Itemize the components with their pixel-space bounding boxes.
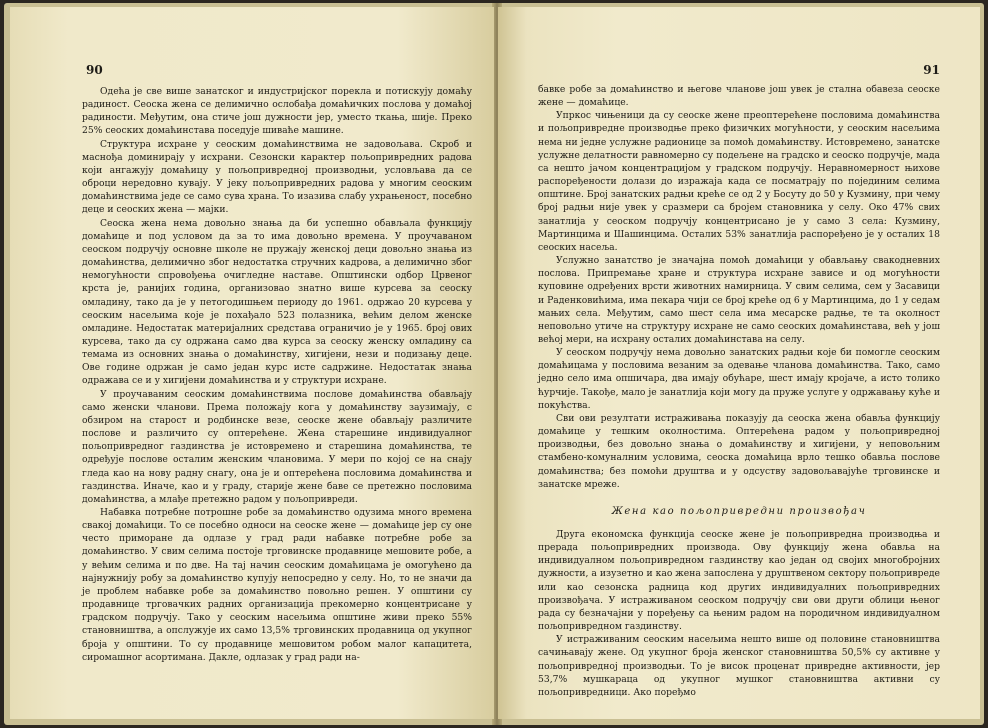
paragraph: бавке робе за домаћинство и његове чланове још увек је стална обавеза сеоске жене — домаћице.: [538, 84, 940, 109]
paragraph: Одећа је све више занатског и индустријског порекла и потискују домаћу радиност. Сеоска жена се делимично ослобађа домаћичких послова у домаћој радиности. Међутим, она стиче још дужности јер, уместо ткања, шије. Преко 25% сеоских домаћинстава поседује шиваће машине.: [82, 86, 472, 137]
paragraph: Друга економска функција сеоске жене је пољопривредна производња и прерада пољопривредних производа. Ову функцију жена обавља на индивидуалном пољопривредном газдинству као један од својих многобројних дужности, а изузетно и као жена запослена у друштвеном сектору пољопривреде или као сезонска радница код других индивидуалних пољопривредних произвођача. У истраживаном сеоском подручју сви ови други облици њеног рада су безначајни у поређењу са њеним радом на породичном индивидуалном пољопривредном газдинству.: [538, 529, 940, 633]
paragraph: Упркос чињеници да су сеоске жене преоптерећене пословима домаћинства и пољопривредне производње преко физичких могућности, у сеоским насељима нема ни једне услужне радионице за помоћ домаћинству. Истовремено, занатске услужне делатности равномерно су подељене на градско и сеоско подручје, мада са нешто јачом концентрацијом у градском подручју. Неравномерност њихове распоређености долази до изражаја када се посматрају по појединим селима општине. Број занатских радњи креће се од 2 у Босуту до 50 у Кузмину, при чему број радњи није увек у сразмери са бројем становника у селу. Око 47% свих занатлија у сеоском подручју концентрисано је у само 3 села: Кузмину, Мартинцима и Шашинцима. Осталих 53% занатлија распоређено је у осталих 18 сеоских насеља.: [538, 110, 940, 253]
paragraph: У истраживаним сеоским насељима нешто више од половине становништва сачињавају жене. Од укупног броја женског становништва 50,5% су активне у пољопривредној производњи. То је висок проценат привредне активности, јер 53,7% мушкараца од укупног мушког становништва активни су пољопривредници. Ако поређмо: [538, 634, 940, 698]
left-page: [10, 7, 494, 719]
paragraph: Сеоска жена нема довољно знања да би успешно обављала функцију домаћице и под условом да за то има довољно времена. У проучаваном сеоском подручју основне школе не пружају женској деци довољно знања из домаћинства, делимично због недостатка стручних кадрова, а делимично због немогућности спровођења очигледне наставе. Општински одбор Црвеног крста је, ранијих година, организовао знатно више курсева за сеоску омладину, тако да је у петогодишњем периоду до 1961. одржао 20 курсева у сеоским насељима које је похађало 523 полазника, већим делом женске омладине. Недостатак материјалних средстава ограничио је у 1965. број ових курсева, тако да су одржана само два курса за сеоску женску омладину са темама из основних знања о домаћинству, хигијени, нези и подизању деце. Ове године одржан је само један курс исте садржине. Недостатак знања одражава се и у хигијени домаћинства и у структури исхране.: [82, 217, 472, 387]
page-number-left: 90: [86, 63, 103, 77]
right-page: [498, 7, 980, 719]
paragraph: Структура исхране у сеоским домаћинствима не задовољава. Скроб и маснођа доминирају у исхрани. Сезонски карактер пољопривредних радова који ангажују домаћицу у пољопривредној производњи, условљава да се оброци нередовно кувају. У јеку пољопривредних радова у многим сеоским домаћинствима једе се само сува храна. То изазива слабу ухрањеност, посебно деце и сеоских жена — мајки.: [82, 138, 472, 216]
paragraph: У проучаваним сеоским домаћинствима послове домаћинства обављају само женски чланови. Према положају кога у домаћинству заузимају, с обзиром на старост и родбинске везе, сеоске жене обављају различите послове и различито су оптерећене. Жена старешине индивидуалног пољопривредног газдинства је истовремено и старешина домаћинства, те одређује послове осталим женским члановима. У мери по којој се на снају гледа као на нову радну снагу, она је и оптерећена пословима домаћинства и газдинства. Иначе, као и у граду, старије жене баве се претежно пословима домаћинства, а млађе претежно радом у пољопривреди.: [82, 388, 472, 505]
right-page-text: [538, 83, 940, 699]
page-number-right: 91: [923, 63, 940, 77]
open-book-spread: [4, 3, 984, 725]
paragraph: Услужно занатство је значајна помоћ домаћици у обављању свакодневних послова. Припремање хране и структура исхране зависе и од могућности куповине одређених врсти животних намирница. У свим селима, сем у Засавици и Раденковићима, има пекара чији се број креће од 6 у Мартинцима, до 1 у седам мањих села. Међутим, само шест села има месарске радње, те та околност неповољно утиче на структуру исхране не само сеоских домаћинстава, већ у још већој мери, на исхрану осталих домаћинстава на селу.: [538, 255, 940, 345]
paragraph: Сви ови резултати истраживања показују да сеоска жена обавља функцију домаћице у тешким околностима. Оптерећена радом у пољопривредној производњи, без довољно знања о домаћинству и хигијени, у неповољним стамбено-комуналним условима, сеоска домаћица врло тешко обавља послове домаћинства; без помоћи друштва и у одсуству задовољавајуће трговинске и занатске мреже.: [538, 412, 940, 490]
paragraph: Набавка потребне потрошне робе за домаћинство одузима много времена свакој домаћици. То се посебно односи на сеоске жене — домаћице јер су оне често приморане да одлазе у град ради набавке потребне робе за домаћинство. У свим селима постоје трговинске продавнице мешовите робе, а у већим селима и по две. На тај начин сеоским домаћицама је омогућено да најнужнију робу за домаћинство купују непосредно у селу. Но, то не значи да је проблем набавке робе за домаћинство повољно решен. У општини су продавнице трговачких радних организација прекомерно концентрисане у градском подручју. Тако у сеоским насељима општине живи преко 55% становништва, а опслужује их само 13,5% трговинских продавница од укупног броја у општини. То су продавнице мешовитом робом малог капацитета, сиромашног асортимана. Дакле, одлазак у град ради на-: [82, 507, 472, 663]
section-heading: Жена као пољопривредни произвођач: [611, 505, 867, 517]
paragraph: У сеоском подручју нема довољно занатских радњи које би помогле сеоским домаћицама у пословима везаним за одевање чланова домаћинства. Тако, само једно село има опшичара, два имају обућаре, шест имају кројаче, а исто толико ћурчије. Такође, мало је занатлија који могу да пруже услуге у одржавању куће и покућства.: [538, 347, 940, 411]
left-page-text: [82, 85, 472, 664]
